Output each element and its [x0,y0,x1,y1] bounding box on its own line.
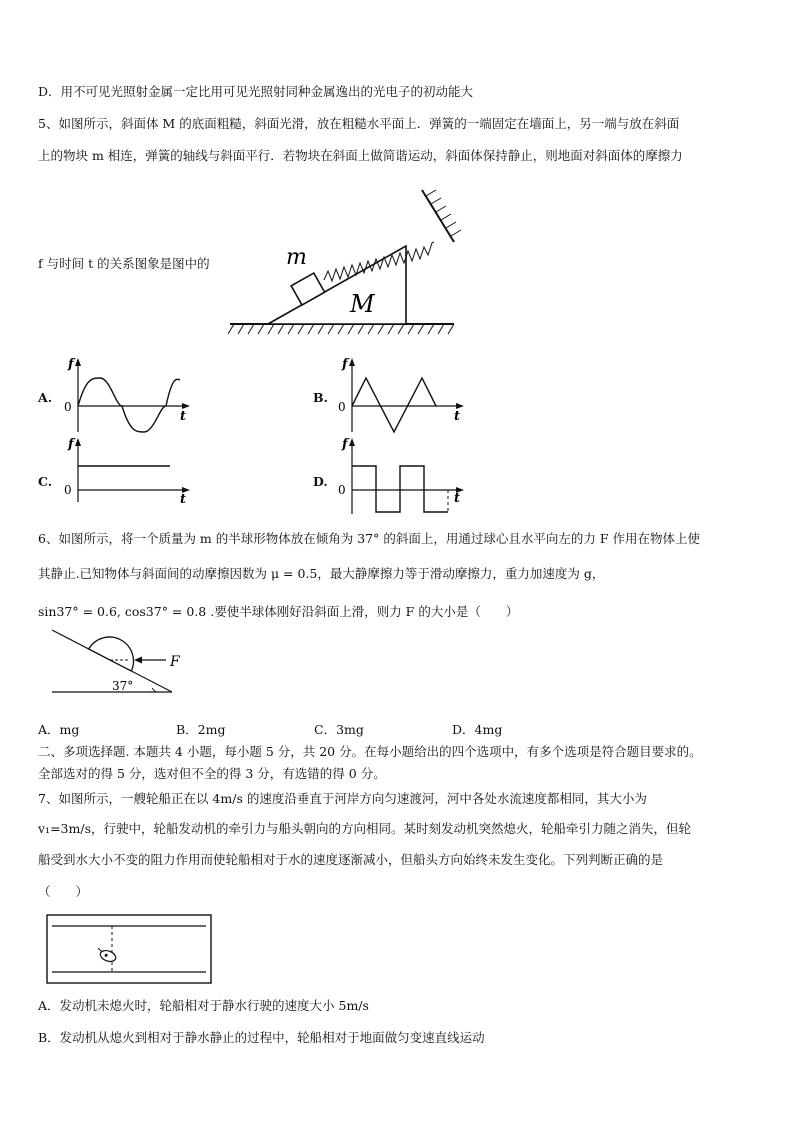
q5-text-line2: 上的物块 m 相连，弹簧的轴线与斜面平行．若物块在斜面上做简谐运动，斜面体保持静止，则地面对斜面体的摩擦力 [38,148,683,163]
q5-option-b-label: B. [313,390,328,405]
q7-text-line1: 7、如图所示，一艘轮船正在以 4m/s 的速度沿垂直于河岸方向匀速渡河，河中各处水流速度都相同，其大小为 [38,791,647,806]
q5-label-M: M [350,290,375,318]
q6-label-angle: 37° [112,679,134,693]
q5-text-line1: 5、如图所示，斜面体 M 的底面粗糙，斜面光滑，放在粗糙水平面上．弹簧的一端固定在墙面上，另一端与放在斜面 [38,116,680,131]
q5-graph-c [60,436,196,506]
q6-text-line1: 6、如图所示，将一个质量为 m 的半球形物体放在倾角为 37° 的斜面上，用通过球心且水平向左的力 F 作用在物体上使 [38,531,700,546]
q7-option-b: B．发动机从熄火到相对于静水静止的过程中，轮船相对于地面做匀变速直线运动 [38,1030,485,1045]
q5-c-axis-zero: 0 [64,483,72,497]
section2-heading-line1: 二、多项选择题. 本题共 4 小题，每小题 5 分，共 20 分。在每小题给出的四个选项中，有多个选项是符合题目要求的。 [38,744,702,759]
q5-b-axis-zero: 0 [338,400,346,414]
section2-heading-line2: 全部选对的得 5 分，选对但不全的得 3 分，有选错的得 0 分。 [38,766,386,781]
q4-option-d: D．用不可见光照射金属一定比用可见光照射同种金属逸出的光电子的初动能大 [38,84,474,99]
q6-label-F: F [170,654,180,670]
q5-option-c-label: C. [38,474,53,489]
q5-d-axis-t: t [454,491,461,506]
q5-c-axis-t: t [180,492,187,506]
q5-a-axis-f: f [68,357,74,372]
q5-c-axis-f: f [68,437,74,452]
q5-text-line3: f 与时间 t 的关系图象是图中的 [38,256,210,271]
q6-text-line2: 其静止.已知物体与斜面间的动摩擦因数为 μ = 0.5，最大静摩擦力等于滑动摩擦力，重力加速度为 g， [38,566,605,581]
q5-incline-figure [228,180,468,340]
q5-graph-d [334,436,470,516]
q7-option-a: A．发动机未熄火时，轮船相对于静水行驶的速度大小 5m/s [38,998,369,1013]
q5-graph-a [60,356,196,436]
q5-graph-b [334,356,470,436]
q5-a-axis-t: t [180,409,187,424]
q5-a-axis-zero: 0 [64,400,72,414]
q7-text-line3: 船受到水大小不变的阻力作用而使轮船相对于水的速度逐渐减小，但船头方向始终未发生变化。下列判断正确的是 [38,852,664,867]
q7-river-figure [46,914,214,986]
q7-text-line4: （ ） [38,884,89,899]
q5-option-d-label: D. [313,474,328,489]
q5-d-axis-zero: 0 [338,483,346,497]
q6-answer-c: C．3mg [314,722,364,737]
q5-b-axis-t: t [454,409,461,424]
q6-text-line3: sin37° = 0.6, cos37° = 0.8 .要使半球体刚好沿斜面上滑，则力 F 的大小是（ ） [38,604,519,619]
q6-answer-a: A．mg [38,722,80,737]
q6-hemisphere-figure [48,626,198,698]
q5-b-axis-f: f [342,357,348,372]
q6-answer-d: D．4mg [452,722,503,737]
q7-text-line2: v₁=3m/s，行驶中，轮船发动机的牵引力与船头朝向的方向相同。某时刻发动机突然熄火，轮船牵引力随之消失，但轮 [38,821,691,836]
q5-d-axis-f: f [342,437,348,452]
q6-answer-b: B．2mg [176,722,226,737]
q5-option-a-label: A. [38,390,53,405]
q5-label-m: m [286,245,307,270]
